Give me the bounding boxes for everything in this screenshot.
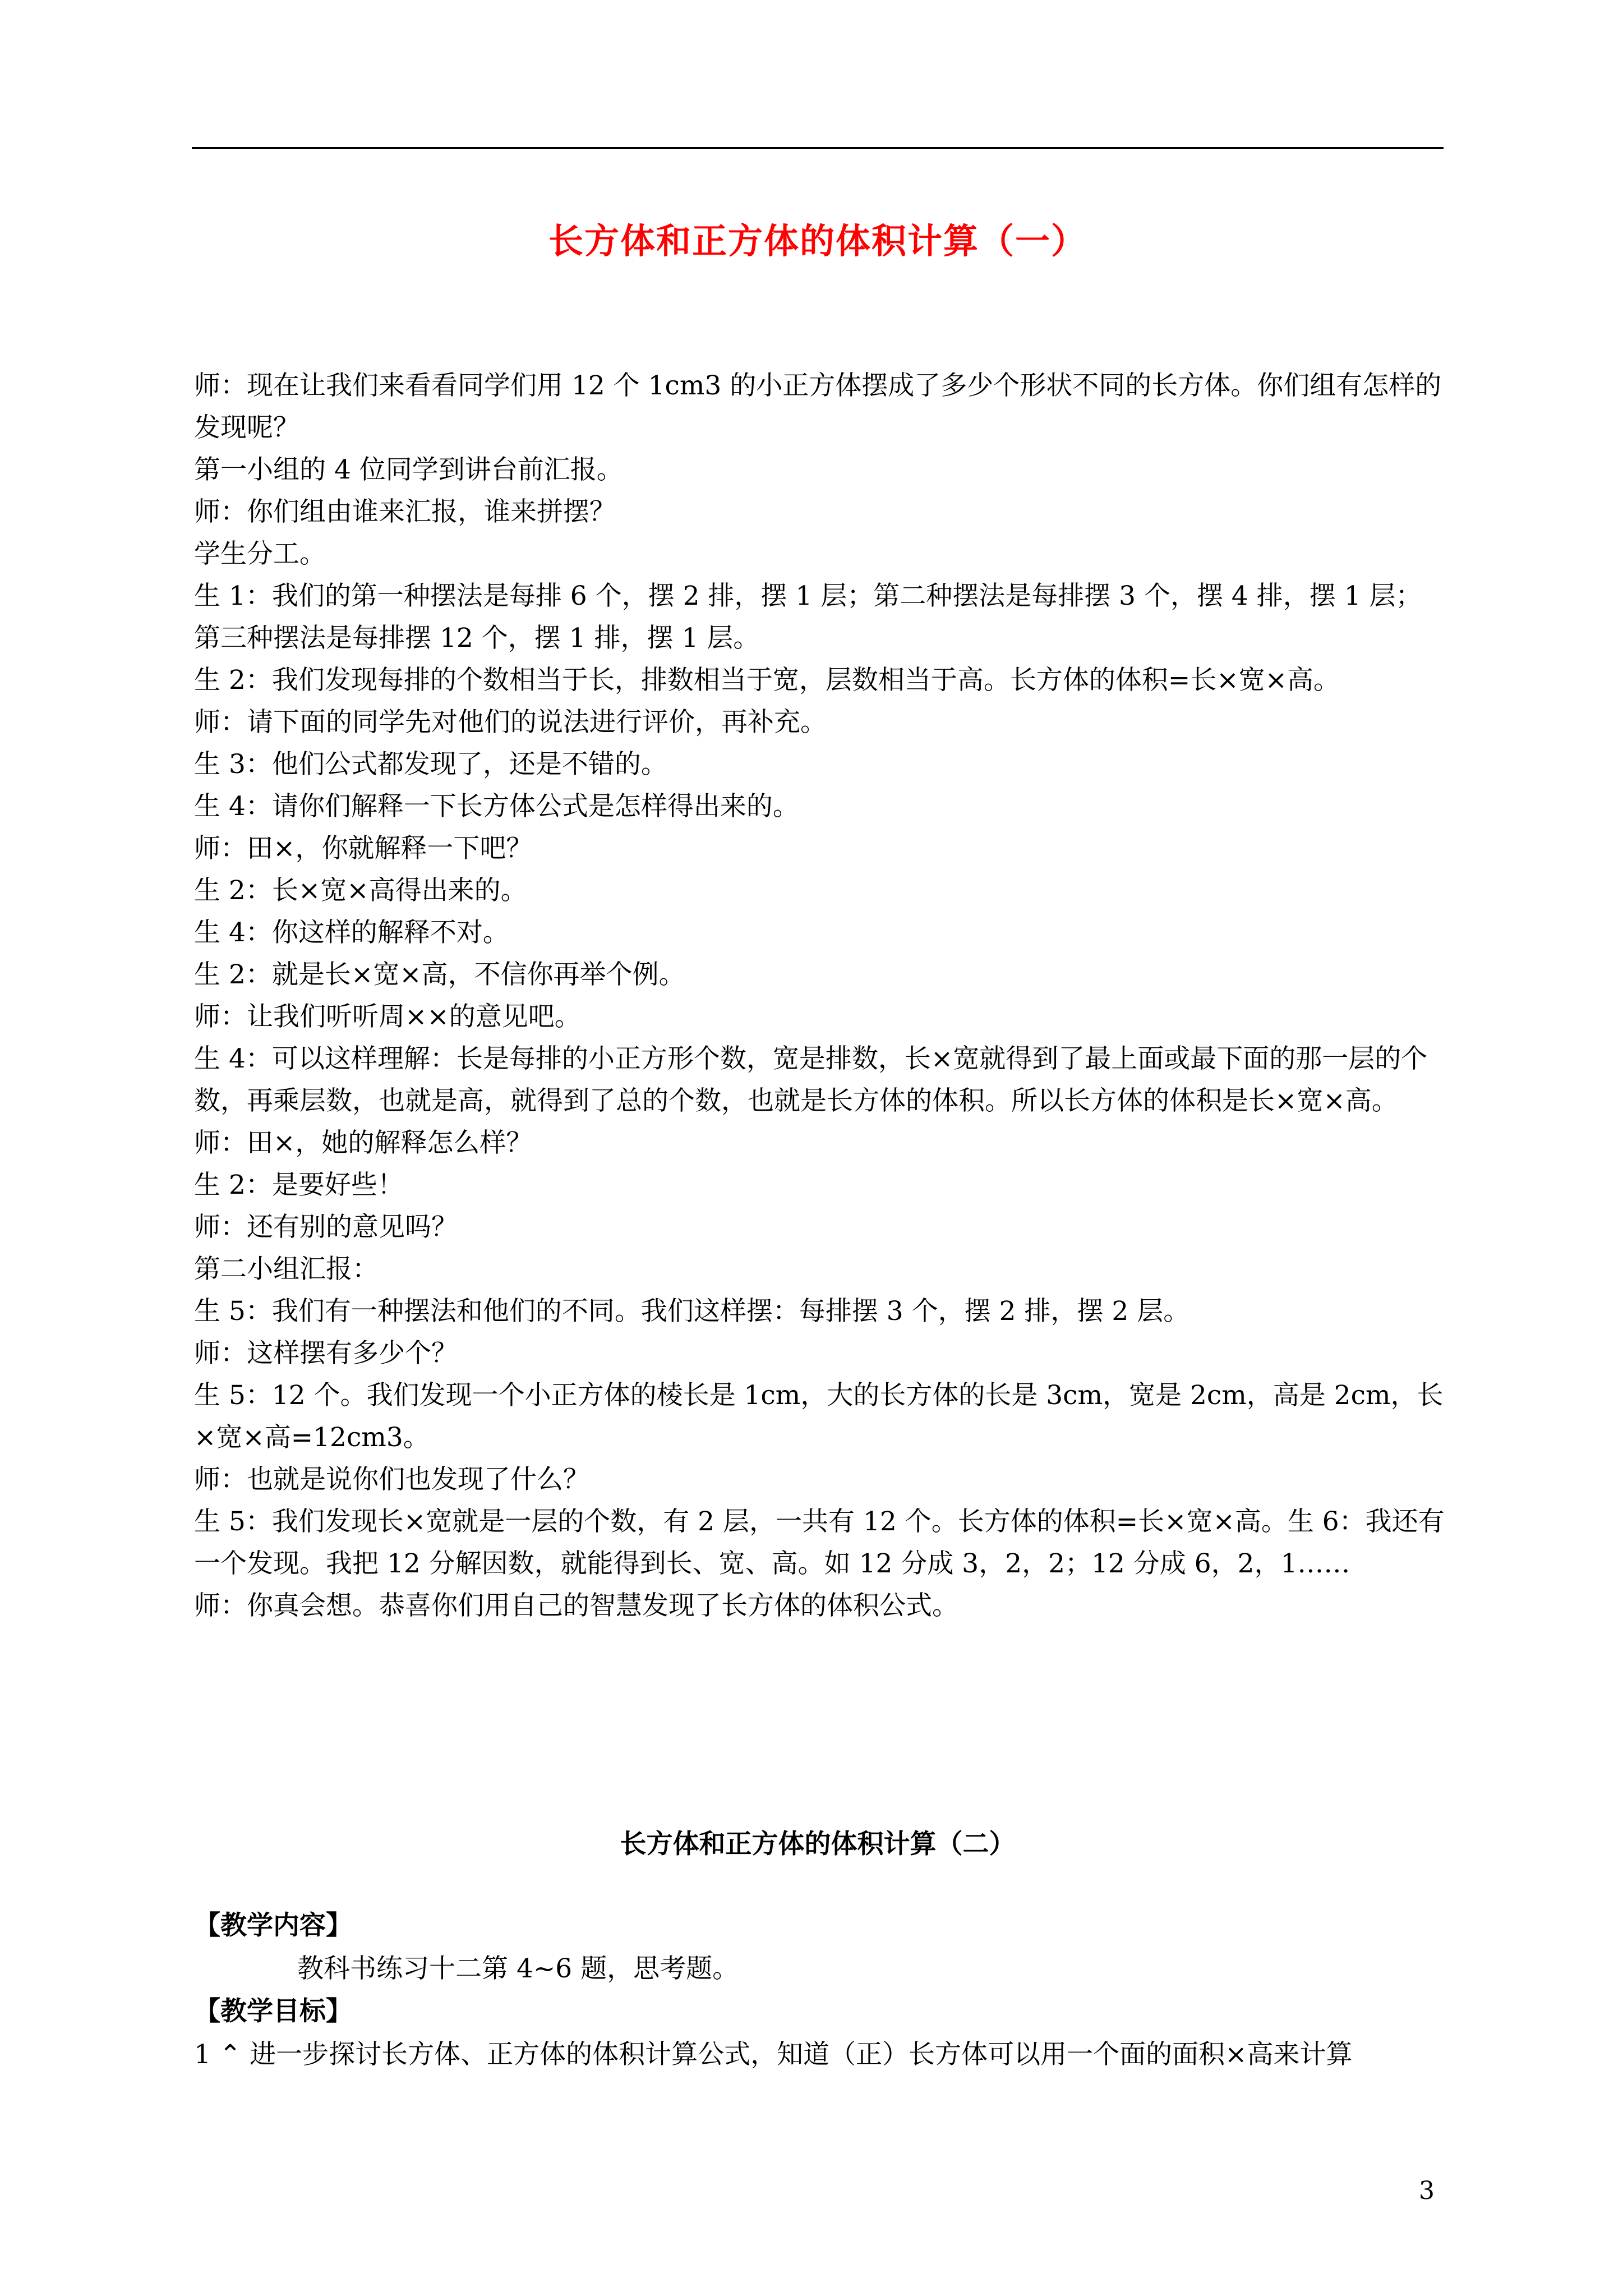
header-rule: [192, 147, 1444, 149]
dialogue-paragraph: 师：让我们听听周××的意见吧。: [194, 1001, 581, 1032]
dialogue-paragraph: 师：也就是说你们也发现了什么？: [194, 1464, 589, 1495]
dialogue-paragraph: 师：还有别的意见吗？: [194, 1212, 458, 1243]
dialogue-paragraph: 学生分工。: [194, 539, 326, 569]
dialogue-paragraph: 生 2：就是长×宽×高，不信你再举个例。: [194, 959, 685, 990]
dialogue-paragraph: 生 3：他们公式都发现了，还是不错的。: [194, 749, 667, 780]
dialogue-paragraph: 第一小组的 4 位同学到讲台前汇报。: [194, 454, 623, 485]
dialogue-paragraph: 生 5：我们有一种摆法和他们的不同。我们这样摆：每排摆 3 个，摆 2 排，摆 2 层。: [194, 1296, 1190, 1327]
dialogue-paragraph: 生 4：你这样的解释不对。: [194, 917, 509, 948]
teaching-goal-line-1: 1 ⌃ 进一步探讨长方体、正方体的体积计算公式，知道（正）长方体可以用一个面的面积×高来计算: [194, 2039, 1353, 2070]
dialogue-paragraph: 生 5：我们发现长×宽就是一层的个数，有 2 层，一共有 12 个。长方体的体积=长×宽×高。生 6：我还有一个发现。我把 12 分解因数，就能得到长、宽、高。如 12 分成 3，2，2；12 分成 6，2，1……: [194, 1506, 1445, 1579]
page-number: 3: [1419, 2177, 1435, 2205]
dialogue-paragraph: 生 5：12 个。我们发现一个小正方体的棱长是 1cm，大的长方体的长是 3cm，宽是 2cm，高是 2cm，长×宽×高=12cm3。: [194, 1380, 1444, 1453]
section-subtitle: 长方体和正方体的体积计算（二）: [620, 1829, 1016, 1860]
dialogue-paragraph: 第二小组汇报：: [194, 1254, 379, 1285]
teaching-content-label: 【教学内容】: [194, 1910, 352, 1941]
dialogue-paragraph: 师：你真会想。恭喜你们用自己的智慧发现了长方体的体积公式。: [194, 1590, 958, 1621]
dialogue-paragraph: 师：请下面的同学先对他们的说法进行评价，再补充。: [194, 707, 827, 738]
dialogue-paragraph: 师：田×，她的解释怎么样？: [194, 1128, 533, 1158]
dialogue-paragraph: 师：田×，你就解释一下吧？: [194, 833, 533, 864]
teaching-content-text: 教科书练习十二第 4~6 题，思考题。: [297, 1953, 739, 1984]
dialogue-paragraph: 生 4：请你们解释一下长方体公式是怎样得出来的。: [194, 791, 799, 822]
dialogue-body: [194, 365, 1446, 1627]
dialogue-paragraph: 师：这样摆有多少个？: [194, 1338, 458, 1369]
dialogue-paragraph: 生 2：长×宽×高得出来的。: [194, 875, 527, 906]
teaching-goal-label: 【教学目标】: [194, 1996, 352, 2027]
document-title: 长方体和正方体的体积计算（一）: [548, 220, 1087, 261]
dialogue-paragraph: 生 2：是要好些！: [194, 1170, 404, 1200]
dialogue-paragraph: 生 1：我们的第一种摆法是每排 6 个，摆 2 排，摆 1 层；第二种摆法是每排摆 3 个，摆 4 排，摆 1 层；第三种摆法是每排摆 12 个，摆 1 排，摆 1 层。: [194, 581, 1422, 654]
dialogue-paragraph: 生 2：我们发现每排的个数相当于长，排数相当于宽，层数相当于高。长方体的体积=长×宽×高。: [194, 665, 1340, 696]
dialogue-paragraph: 师：你们组由谁来汇报，谁来拼摆？: [194, 496, 616, 527]
dialogue-paragraph: 师：现在让我们来看看同学们用 12 个 1cm3 的小正方体摆成了多少个形状不同的长方体。你们组有怎样的发现呢？: [194, 370, 1442, 443]
dialogue-paragraph: 生 4：可以这样理解：长是每排的小正方形个数，宽是排数，长×宽就得到了最上面或最下面的那一层的个数，再乘层数，也就是高，就得到了总的个数，也就是长方体的体积。所以长方体的体积是长×宽×高。: [194, 1043, 1428, 1116]
